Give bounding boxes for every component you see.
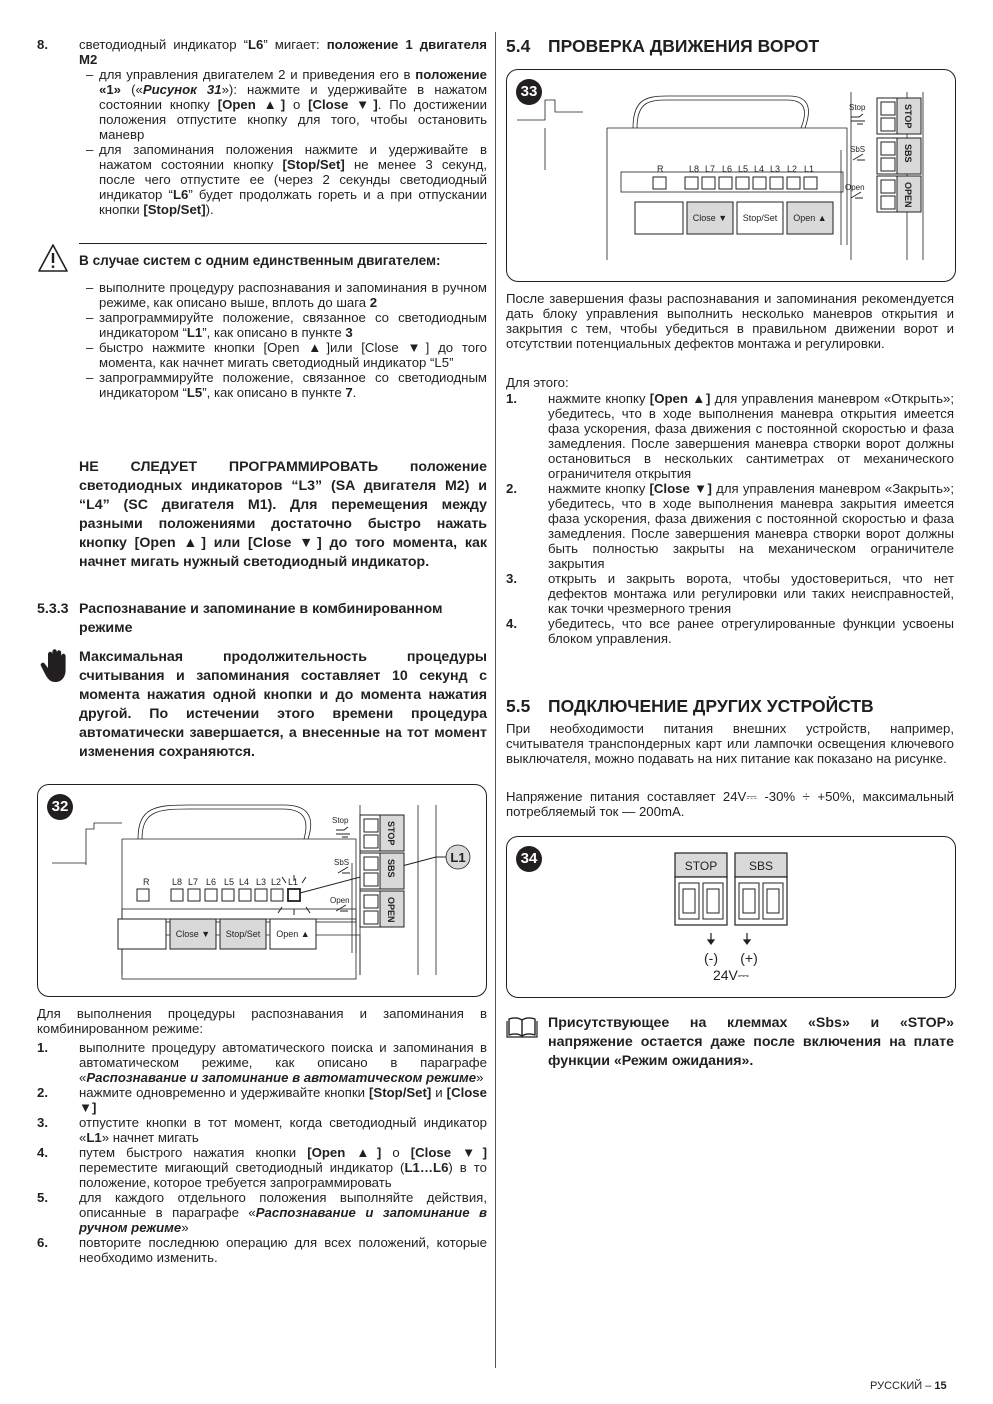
combined-step-6: 6. повторите последнюю операцию для всех положений, которые необходимо изменить. — [37, 1235, 487, 1265]
svg-text:L3: L3 — [770, 164, 781, 174]
svg-text:SbS: SbS — [334, 858, 350, 867]
svg-text:R: R — [143, 877, 150, 887]
step-8-bullet-1: – для управления двигателем 2 и приведения его в положение «1» («Рисунок 31»): нажмите и удерживайте в нажатом состоянии кнопку [Open ▲] o [Close ▼]. По достижении положения отпустите кнопку для того, чтобы остановить маневр — [79, 67, 487, 142]
svg-text:L4: L4 — [754, 164, 765, 174]
figure-34-minus: (-) — [704, 950, 718, 966]
svg-text:Open: Open — [845, 183, 865, 192]
section-5-5-paragraph: При необходимости питания внешних устройств, например, считывателя транспондерных карт или лампочки освещения ключевого выключателя, можно подавать на них питание как показано на рисунке. — [506, 721, 954, 766]
combined-step-4: 4. путем быстрого нажатия кнопки [Open ▲] o [Close ▼] переместите мигающий светодиодный индикатор (L1…L6) в то положение, которое требуется запрограммировать — [37, 1145, 487, 1190]
book-note: Присутствующее на клеммах «Sbs» и «STOP» напряжение остается даже после включения на плате функции «Режим ожидания». — [506, 1014, 954, 1071]
figure-33-drawing — [507, 70, 955, 281]
figure-32-close-button: Close ▼ — [175, 929, 211, 939]
svg-text:L8: L8 — [689, 164, 700, 174]
figure-32 — [37, 784, 487, 997]
figure-32-badge: 32 — [47, 794, 73, 820]
section-5-4-heading: 5.4 ПРОВЕРКА ДВИЖЕНИЯ ВОРОТ — [506, 36, 820, 56]
warning-bullet-4: – запрограммируйте положение, связанное со светодиодным индикатором “L5”, как описано в пункте 7. — [79, 370, 487, 400]
warning-bullet-1: – выполните процедуру распознавания и запоминания в ручном режиме, как описано выше, вплоть до шага 2 — [79, 280, 487, 310]
svg-text:L4: L4 — [239, 877, 250, 887]
programming-note: НЕ СЛЕДУЕТ ПРОГРАММИРОВАТЬ положение светодиодных индикаторов “L3” (SA двигателя M2) и “L4” (SC двигателя M1). Для перемещения между разными положениями достаточно быстро нажать кнопку [Open ▲] или [Close ▼] до того момента, как начнет мигать нужный светодиодный индикатор. — [79, 459, 487, 570]
figure-33-open-button: Open ▲ — [793, 213, 827, 223]
svg-text:L5: L5 — [738, 164, 749, 174]
figure-33 — [506, 69, 956, 282]
hand-stop-icon — [39, 648, 73, 686]
figure-34-stop-terminal: STOP — [684, 859, 718, 873]
svg-text:R: R — [657, 164, 664, 174]
section-5-4-paragraph: После завершения фазы распознавания и запоминания рекомендуется дать блоку управления выполнить несколько маневров открытия и закрытия с тем, чтобы убедиться в правильном движении ворот и отсутствии потенциальных дефектов монтажа и регулировки. — [506, 291, 954, 351]
svg-text:Stop: Stop — [332, 816, 349, 825]
warning-icon — [37, 243, 69, 273]
section-5-4-lead: Для этого: — [506, 375, 569, 390]
svg-text:STOP: STOP — [386, 821, 396, 846]
combined-step-3: 3. отпустите кнопки в тот момент, когда светодиодный индикатор «L1» начнет мигать — [37, 1115, 487, 1145]
svg-text:SBS: SBS — [386, 859, 396, 878]
svg-text:L1: L1 — [288, 877, 299, 887]
subsection-5-3-3: 5.3.3 Распознавание и запоминание в комбинированном режиме — [37, 601, 443, 636]
svg-text:L2: L2 — [271, 877, 282, 887]
svg-text:SBS: SBS — [903, 144, 913, 163]
hand-note: Максимальная продолжительность процедуры считывания и запоминания составляет 10 секунд с момента нажатия одной кнопки и до момента нажатия другой. По истечении этого времени процедура автоматически завершается, а внесенные на тот момент изменения сохраняются. — [37, 648, 487, 762]
section-5-5-heading: 5.5 ПОДКЛЮЧЕНИЕ ДРУГИХ УСТРОЙСТВ — [506, 696, 874, 716]
book-icon — [506, 1016, 538, 1038]
combined-step-2: 2. нажмите одновременно и удерживайте кнопки [Stop/Set] и [Close ▼] — [37, 1085, 487, 1115]
combined-mode-intro: Для выполнения процедуры распознавания и запоминания в комбинированном режиме: — [37, 1006, 487, 1036]
page-footer: РУССКИЙ – 15 — [870, 1380, 947, 1392]
verify-step-1: 1. нажмите кнопку [Open ▲] для управления маневром «Открыть»; убедитесь, что в ходе выполнения маневра открытия имеется фаза ускорения, фаза движения с постоянной скоростью и фаза замедления. После завершения маневра створки ворот должны остановиться в нескольких сантиметрах от механического ограничителя открытия — [506, 391, 955, 481]
svg-text:L1: L1 — [804, 164, 815, 174]
svg-text:SbS: SbS — [850, 145, 866, 154]
svg-text:L7: L7 — [188, 877, 199, 887]
warning-bullet-2: – запрограммируйте положение, связанное со светодиодным индикатором “L1”, как описано в пункте 3 — [79, 310, 487, 340]
svg-text:STOP: STOP — [903, 104, 913, 129]
column-divider — [495, 32, 496, 1368]
figure-33-stopset-button: Stop/Set — [742, 213, 778, 223]
figure-32-stopset-button: Stop/Set — [225, 929, 261, 939]
svg-text:Open: Open — [330, 896, 350, 905]
svg-text:L8: L8 — [172, 877, 183, 887]
figure-33-badge: 33 — [516, 79, 542, 105]
svg-text:L2: L2 — [787, 164, 798, 174]
combined-mode-steps — [37, 1040, 487, 1265]
figure-33-close-button: Close ▼ — [692, 213, 728, 223]
figure-34-drawing — [507, 837, 955, 997]
verify-step-3: 3. открыть и закрыть ворота, чтобы удостовериться, что нет дефектов монтажа или регулировки или таких неисправностей, как точки чрезмерного трения — [506, 571, 954, 616]
verify-step-4: 4. убедитесь, что все ранее отрегулированные функции усвоены блоком управления. — [506, 616, 954, 646]
verification-steps — [506, 391, 954, 646]
figure-34-sbs-terminal: SBS — [748, 859, 774, 873]
combined-step-1: 1. выполните процедуру автоматического поиска и запоминания в автоматическом режиме, как описано в параграфе «Распознавание и запоминание в автоматическом режиме» — [37, 1040, 487, 1085]
svg-text:L3: L3 — [256, 877, 267, 887]
figure-34 — [506, 836, 956, 998]
figure-32-drawing — [38, 785, 486, 996]
svg-text:OPEN: OPEN — [903, 182, 913, 208]
figure-34-plus: (+) — [740, 950, 758, 966]
svg-text:L6: L6 — [206, 877, 217, 887]
verify-step-2: 2. нажмите кнопку [Close ▼] для управления маневром «Закрыть»; убедитесь, что в ходе выполнения маневра закрытия имеется фаза ускорения, фаза движения с постоянной скоростью и фаза замедления. После завершения маневра створки ворот должны быть полностью закрыты на механическом ограничителе закрытия — [506, 481, 955, 571]
combined-step-5: 5. для каждого отдельного положения выполняйте действия, описанные в параграфе «Распознавание и запоминание в ручном режиме» — [37, 1190, 487, 1235]
figure-34-badge: 34 — [516, 846, 542, 872]
supply-voltage-paragraph: Напряжение питания составляет 24V⎓ -30% ÷ +50%, максимальный потребляемый ток — 200mA. — [506, 789, 954, 819]
step-8: 8. светодиодный индикатор “L6” мигает: положение 1 двигателя M2 – для управления двигателем 2 и приведения его в положение «1» («Рисунок 31»): нажмите и удерживайте в нажатом состоянии кнопку [Open ▲] o [Close ▼]. По достижении положения отпустите кнопку для того, чтобы остановить маневр – для запоминания положения нажмите и удерживайте в нажатом состоянии кнопку [Stop/Set] не менее 3 секунд, после чего отпустите ее (через 2 секунды светодиодный индикатор “L6” будет продолжать гореть и а при отпускании кнопки [Stop/Set]). — [37, 37, 487, 217]
svg-text:L7: L7 — [705, 164, 716, 174]
figure-32-callout: L1 — [450, 850, 466, 865]
svg-text:L5: L5 — [224, 877, 235, 887]
warning-bullet-3: – быстро нажмите кнопки [Open ▲]или [Close ▼] до того момента, как начнет мигать светодиодный индикатор “L5” — [79, 340, 487, 370]
warning-block — [37, 243, 487, 400]
svg-text:L6: L6 — [722, 164, 733, 174]
svg-text:OPEN: OPEN — [386, 897, 396, 923]
figure-32-open-button: Open ▲ — [276, 929, 310, 939]
step-8-bullet-2: – для запоминания положения нажмите и удерживайте в нажатом состоянии кнопку [Stop/Set] не менее 3 секунд, после чего отпустите ее (через 2 секунды светодиодный индикатор “L6” будет продолжать гореть и а при отпускании кнопки [Stop/Set]). — [79, 142, 487, 217]
svg-text:Stop: Stop — [849, 103, 866, 112]
figure-34-voltage: 24V⎓ — [712, 967, 750, 983]
warning-title: В случае систем с одним единственным двигателем: — [79, 253, 441, 268]
